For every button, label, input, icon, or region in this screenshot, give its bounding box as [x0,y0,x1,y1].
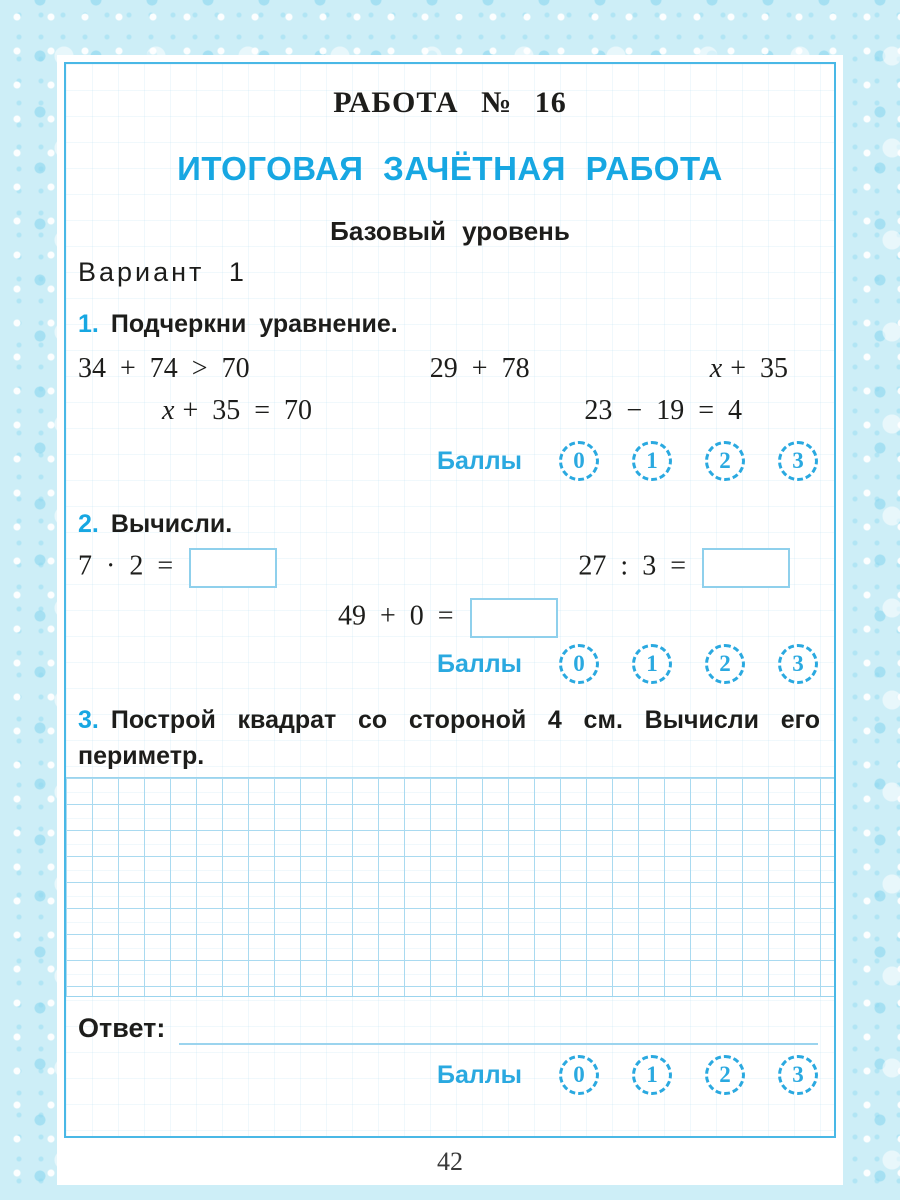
task2-number: 2. [78,510,99,538]
task1-number: 1. [78,310,99,338]
expression-x-35: x + 35 [709,353,788,384]
task2-expressions-row1 [66,546,834,590]
task3-number: 3. [78,706,99,734]
score-circle-1: 1 [632,1055,672,1095]
score-circle-0: 0 [559,644,599,684]
task3-text: Построй квадрат со стороной 4 см. Вычисли его периметр. [78,706,820,770]
score-circle-0: 0 [559,441,599,481]
page-frame [64,62,836,1138]
task3-score-row [66,1055,834,1095]
score-circle-2: 2 [705,441,745,481]
variant-label: Вариант 1 [78,257,247,287]
task2-heading [66,509,834,540]
answer-row [66,1011,834,1045]
score-circle-0: 0 [559,1055,599,1095]
score-circle-1: 1 [632,441,672,481]
task2-text: Вычисли. [110,510,233,538]
score-label: Баллы [437,446,522,475]
drawing-grid [66,777,834,997]
expression-23-19: 23 − 19 = 4 [584,395,742,426]
task1-expressions-row2 [66,393,834,429]
task1-score-row [66,441,834,481]
answer-blank-line [179,1015,818,1045]
expression-34-74: 34 + 74 > 70 [78,353,250,384]
page-number: 42 [437,1147,463,1176]
expression-27-3: 27 : 3 = [578,548,790,588]
task1-text: Подчеркни уравнение. [110,310,398,338]
level-subtitle: Базовый уровень [330,216,570,246]
answer-label: Ответ: [78,1013,166,1043]
task2-score-row [66,644,834,684]
answer-box-7x2 [189,548,277,588]
expression-7x2: 7 · 2 = [78,548,277,588]
score-circle-1: 1 [632,644,672,684]
score-circle-3: 3 [778,644,818,684]
page-sheet [57,55,843,1185]
expression-29-78: 29 + 78 [429,353,530,384]
score-circle-2: 2 [705,1055,745,1095]
score-label: Баллы [437,649,522,678]
score-circle-3: 3 [778,1055,818,1095]
task2-expressions-row2 [66,596,834,640]
task3-heading [66,702,834,774]
score-circle-3: 3 [778,441,818,481]
task1-expressions-row1 [66,351,834,387]
answer-box-27-3 [702,548,790,588]
score-label: Баллы [437,1060,522,1089]
expression-x-35-70: x + 35 = 70 [162,395,313,426]
score-circle-2: 2 [705,644,745,684]
work-header: РАБОТА № 16 [333,86,567,119]
answer-box-49-0 [470,598,558,638]
expression-49-0: 49 + 0 = [338,598,558,638]
task1-heading [66,309,834,340]
page-title: ИТОГОВАЯ ЗАЧЁТНАЯ РАБОТА [177,150,723,187]
